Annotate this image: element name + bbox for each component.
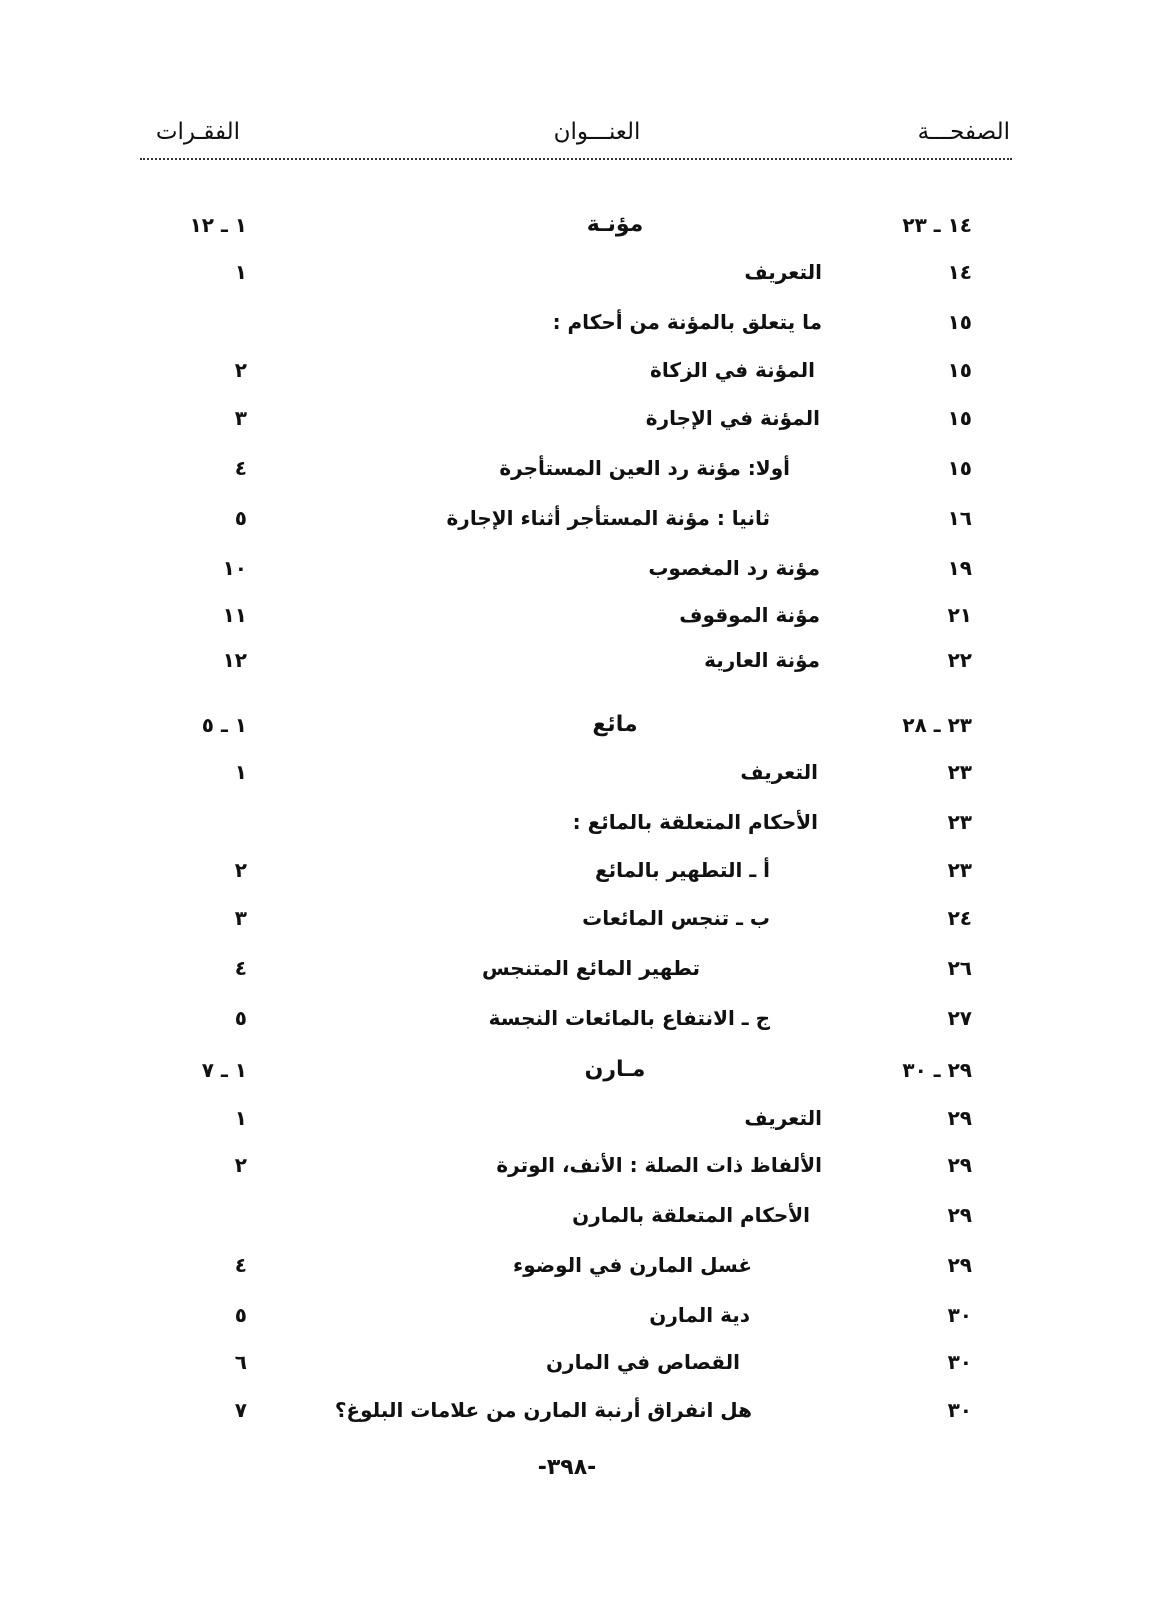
paragraph-range: ٥	[234, 1303, 247, 1327]
paragraph-range: ١ ـ ١٢	[189, 213, 247, 237]
page-ref: ١٥	[947, 406, 972, 430]
toc-section-heading	[0, 209, 1159, 241]
page-ref: ١٩	[947, 556, 972, 580]
entry-title: أولا: مؤنة رد العين المستأجرة	[499, 456, 790, 480]
page-ref: ١٤	[947, 260, 972, 284]
entry-title: ب ـ تنجس المائعات	[582, 906, 770, 930]
entry-title: المؤنة في الإجارة	[645, 406, 820, 430]
paragraph-range: ٤	[234, 956, 247, 980]
paragraph-range: ٥	[234, 506, 247, 530]
page-ref: ٢٧	[947, 1006, 972, 1030]
page-ref: ٢٦	[947, 956, 972, 980]
column-header-page: الصفحـــة	[917, 119, 1010, 145]
entry-title: الألفاظ ذات الصلة : الأنف، الوترة	[496, 1153, 822, 1177]
toc-section-heading	[0, 709, 1159, 741]
entry-title: دية المارن	[649, 1303, 750, 1327]
page-ref: ١٥	[947, 358, 972, 382]
paragraph-range: ١	[234, 1106, 247, 1130]
entry-title: غسل المارن في الوضوء	[513, 1253, 752, 1277]
paragraph-range: ١	[234, 760, 247, 784]
paragraph-range: ١ ـ ٧	[201, 1058, 247, 1082]
entry-title: أ ـ التطهير بالمائع	[594, 858, 770, 882]
page-ref: ٢٣ ـ ٢٨	[902, 713, 972, 737]
paragraph-range: ٤	[234, 456, 247, 480]
toc-entry	[0, 952, 1159, 984]
entry-title: التعريف	[744, 260, 822, 284]
paragraph-range: ٣	[234, 406, 247, 430]
toc-entry	[0, 599, 1159, 631]
entry-title: المؤنة في الزكاة	[650, 358, 815, 382]
entry-title: القصاص في المارن	[545, 1350, 740, 1374]
entry-title: ثانيا : مؤنة المستأجر أثناء الإجارة	[446, 506, 770, 530]
toc-entry	[0, 502, 1159, 534]
page-ref: ٢٩	[947, 1203, 972, 1227]
toc-entry	[0, 452, 1159, 484]
page-ref: ٣٠	[947, 1303, 972, 1327]
toc-section-heading	[0, 1054, 1159, 1086]
paragraph-range: ١١	[222, 603, 247, 627]
entry-title: مؤنة العارية	[704, 648, 820, 672]
toc-entry	[0, 552, 1159, 584]
paragraph-range: ٥	[234, 1006, 247, 1030]
page-ref: ٣٠	[947, 1350, 972, 1374]
page-ref: ٢٣	[947, 760, 972, 784]
page-ref: ٢٤	[947, 906, 972, 930]
toc-entry	[0, 1149, 1159, 1181]
page-ref: ٢١	[947, 603, 972, 627]
toc-entry	[0, 1199, 1159, 1231]
paragraph-range: ١٢	[222, 648, 247, 672]
paragraph-range: ٢	[234, 1153, 247, 1177]
page-ref: ١٦	[947, 506, 972, 530]
entry-title: هل انفراق أرنبة المارن من علامات البلوغ؟	[334, 1398, 752, 1422]
entry-title: تطهير المائع المتنجس	[482, 956, 700, 980]
section-title: مائع	[592, 712, 638, 737]
entry-title: ج ـ الانتفاع بالمائعات النجسة	[488, 1006, 770, 1030]
page-ref: ٢٩	[947, 1106, 972, 1130]
column-header-title: العنـــوان	[553, 119, 641, 145]
entry-title: مؤنة رد المغصوب	[648, 556, 820, 580]
page-ref: ٢٩	[947, 1153, 972, 1177]
toc-entry	[0, 902, 1159, 934]
paragraph-range: ١٠	[222, 556, 247, 580]
page-ref: ٢٩ ـ ٣٠	[902, 1058, 972, 1082]
page-ref: ١٥	[947, 456, 972, 480]
paragraph-range: ١	[234, 260, 247, 284]
page-ref: ٢٣	[947, 810, 972, 834]
page-ref: ١٥	[947, 310, 972, 334]
paragraph-range: ١ ـ ٥	[201, 713, 247, 737]
entry-title: التعريف	[744, 1106, 822, 1130]
toc-entry	[0, 1249, 1159, 1281]
entry-title: الأحكام المتعلقة بالمارن	[572, 1203, 810, 1227]
entry-title: الأحكام المتعلقة بالمائع :	[572, 810, 818, 834]
toc-entry	[0, 402, 1159, 434]
toc-entry	[0, 1346, 1159, 1378]
section-title: مـارن	[584, 1057, 646, 1082]
entry-title: ما يتعلق بالمؤنة من أحكام :	[552, 310, 822, 334]
toc-entry	[0, 644, 1159, 676]
page-ref: ٢٣	[947, 858, 972, 882]
paragraph-range: ٧	[234, 1398, 247, 1422]
toc-entry	[0, 1394, 1159, 1426]
header-dotted-divider	[140, 158, 1012, 160]
page-ref: ٣٠	[947, 1398, 972, 1422]
section-title: مؤنـة	[586, 212, 644, 237]
toc-entry	[0, 756, 1159, 788]
page-ref: ٢٢	[947, 648, 972, 672]
toc-entry	[0, 256, 1159, 288]
toc-entry	[0, 1299, 1159, 1331]
paragraph-range: ٢	[234, 358, 247, 382]
paragraph-range: ٣	[234, 906, 247, 930]
page-number: -٣٩٨-	[537, 1455, 597, 1480]
toc-entry	[0, 354, 1159, 386]
toc-entry	[0, 806, 1159, 838]
paragraph-range: ٢	[234, 858, 247, 882]
page-ref: ٢٩	[947, 1253, 972, 1277]
toc-entry	[0, 1102, 1159, 1134]
entry-title: مؤنة الموقوف	[679, 603, 820, 627]
column-header-paragraphs: الفقـرات	[155, 119, 240, 145]
entry-title: التعريف	[740, 760, 818, 784]
paragraph-range: ٦	[234, 1350, 247, 1374]
page-ref: ١٤ ـ ٢٣	[902, 213, 972, 237]
toc-entry	[0, 854, 1159, 886]
toc-entry	[0, 306, 1159, 338]
toc-entry	[0, 1002, 1159, 1034]
paragraph-range: ٤	[234, 1253, 247, 1277]
